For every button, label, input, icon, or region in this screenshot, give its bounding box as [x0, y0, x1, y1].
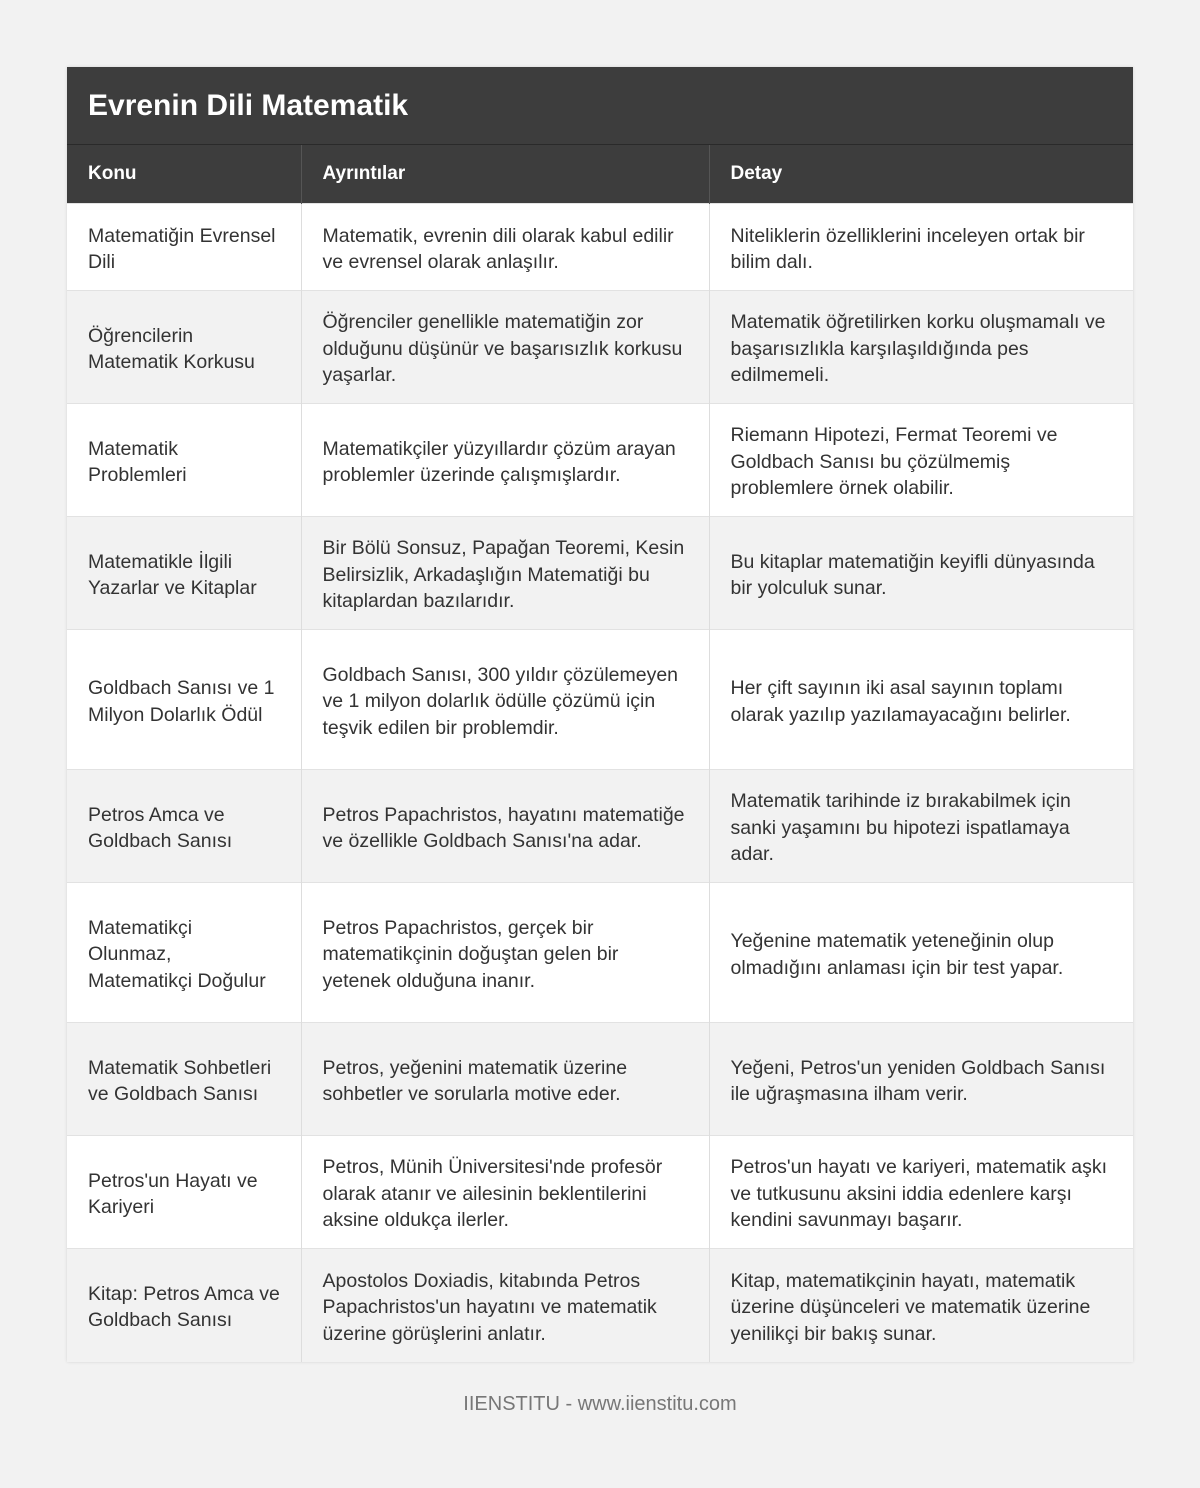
- footer-credit: IIENSTITU - www.iienstitu.com: [463, 1393, 737, 1415]
- header-detay: Detay: [709, 145, 1133, 204]
- header-ayrintilar: Ayrıntılar: [301, 145, 709, 204]
- cell-konu: Goldbach Sanısı ve 1 Milyon Dolarlık Ödül: [67, 630, 301, 770]
- table-row: [67, 404, 1133, 517]
- table-row: [67, 1249, 1133, 1362]
- header-konu: Konu: [67, 145, 301, 204]
- cell-ayrintilar: Petros Papachristos, gerçek bir matematikçinin doğuştan gelen bir yetenek olduğuna inanır.: [301, 883, 709, 1023]
- table-card: [67, 67, 1133, 1362]
- cell-konu: Matematik Sohbetleri ve Goldbach Sanısı: [67, 1023, 301, 1136]
- cell-detay: Matematik tarihinde iz bırakabilmek için sanki yaşamını bu hipotezi ispatlamaya adar.: [709, 770, 1133, 883]
- cell-konu: Petros'un Hayatı ve Kariyeri: [67, 1136, 301, 1249]
- table-title: Evrenin Dili Matematik: [67, 67, 1133, 145]
- cell-detay: Matematik öğretilirken korku oluşmamalı ve başarısızlıkla karşılaşıldığında pes edilmemeli.: [709, 291, 1133, 404]
- cell-ayrintilar: Öğrenciler genellikle matematiğin zor olduğunu düşünür ve başarısızlık korkusu yaşarlar.: [301, 291, 709, 404]
- cell-ayrintilar: Petros Papachristos, hayatını matematiğe ve özellikle Goldbach Sanısı'na adar.: [301, 770, 709, 883]
- header-row: [67, 145, 1133, 204]
- table-row: [67, 517, 1133, 630]
- cell-detay: Yeğenine matematik yeteneğinin olup olmadığını anlaması için bir test yapar.: [709, 883, 1133, 1023]
- cell-ayrintilar: Matematik, evrenin dili olarak kabul edilir ve evrensel olarak anlaşılır.: [301, 204, 709, 291]
- table-row: [67, 883, 1133, 1023]
- cell-ayrintilar: Bir Bölü Sonsuz, Papağan Teoremi, Kesin Belirsizlik, Arkadaşlığın Matematiği bu kitaplardan bazılarıdır.: [301, 517, 709, 630]
- cell-detay: Niteliklerin özelliklerini inceleyen ortak bir bilim dalı.: [709, 204, 1133, 291]
- cell-konu: Petros Amca ve Goldbach Sanısı: [67, 770, 301, 883]
- cell-ayrintilar: Matematikçiler yüzyıllardır çözüm arayan problemler üzerinde çalışmışlardır.: [301, 404, 709, 517]
- cell-detay: Kitap, matematikçinin hayatı, matematik üzerine düşünceleri ve matematik üzerine yenilikçi bir bakış sunar.: [709, 1249, 1133, 1362]
- cell-konu: Matematikle İlgili Yazarlar ve Kitaplar: [67, 517, 301, 630]
- data-table: [67, 145, 1133, 1362]
- cell-ayrintilar: Petros, Münih Üniversitesi'nde profesör olarak atanır ve ailesinin beklentilerini aksine oldukça ilerler.: [301, 1136, 709, 1249]
- table-row: [67, 630, 1133, 770]
- table-row: [67, 291, 1133, 404]
- table-row: [67, 1136, 1133, 1249]
- cell-detay: Riemann Hipotezi, Fermat Teoremi ve Goldbach Sanısı bu çözülmemiş problemlere örnek olabilir.: [709, 404, 1133, 517]
- cell-detay: Yeğeni, Petros'un yeniden Goldbach Sanısı ile uğraşmasına ilham verir.: [709, 1023, 1133, 1136]
- cell-detay: Her çift sayının iki asal sayının toplamı olarak yazılıp yazılamayacağını belirler.: [709, 630, 1133, 770]
- table-row: [67, 1023, 1133, 1136]
- table-row: [67, 770, 1133, 883]
- cell-konu: Matematik Problemleri: [67, 404, 301, 517]
- cell-konu: Matematikçi Olunmaz, Matematikçi Doğulur: [67, 883, 301, 1023]
- cell-ayrintilar: Goldbach Sanısı, 300 yıldır çözülemeyen ve 1 milyon dolarlık ödülle çözümü için teşvik edilen bir problemdir.: [301, 630, 709, 770]
- cell-konu: Öğrencilerin Matematik Korkusu: [67, 291, 301, 404]
- table-row: [67, 204, 1133, 291]
- cell-detay: Petros'un hayatı ve kariyeri, matematik aşkı ve tutkusunu aksini iddia edenlere karşı kendini savunmayı başarır.: [709, 1136, 1133, 1249]
- cell-konu: Kitap: Petros Amca ve Goldbach Sanısı: [67, 1249, 301, 1362]
- cell-konu: Matematiğin Evrensel Dili: [67, 204, 301, 291]
- cell-ayrintilar: Apostolos Doxiadis, kitabında Petros Papachristos'un hayatını ve matematik üzerine görüşlerini anlatır.: [301, 1249, 709, 1362]
- cell-ayrintilar: Petros, yeğenini matematik üzerine sohbetler ve sorularla motive eder.: [301, 1023, 709, 1136]
- cell-detay: Bu kitaplar matematiğin keyifli dünyasında bir yolculuk sunar.: [709, 517, 1133, 630]
